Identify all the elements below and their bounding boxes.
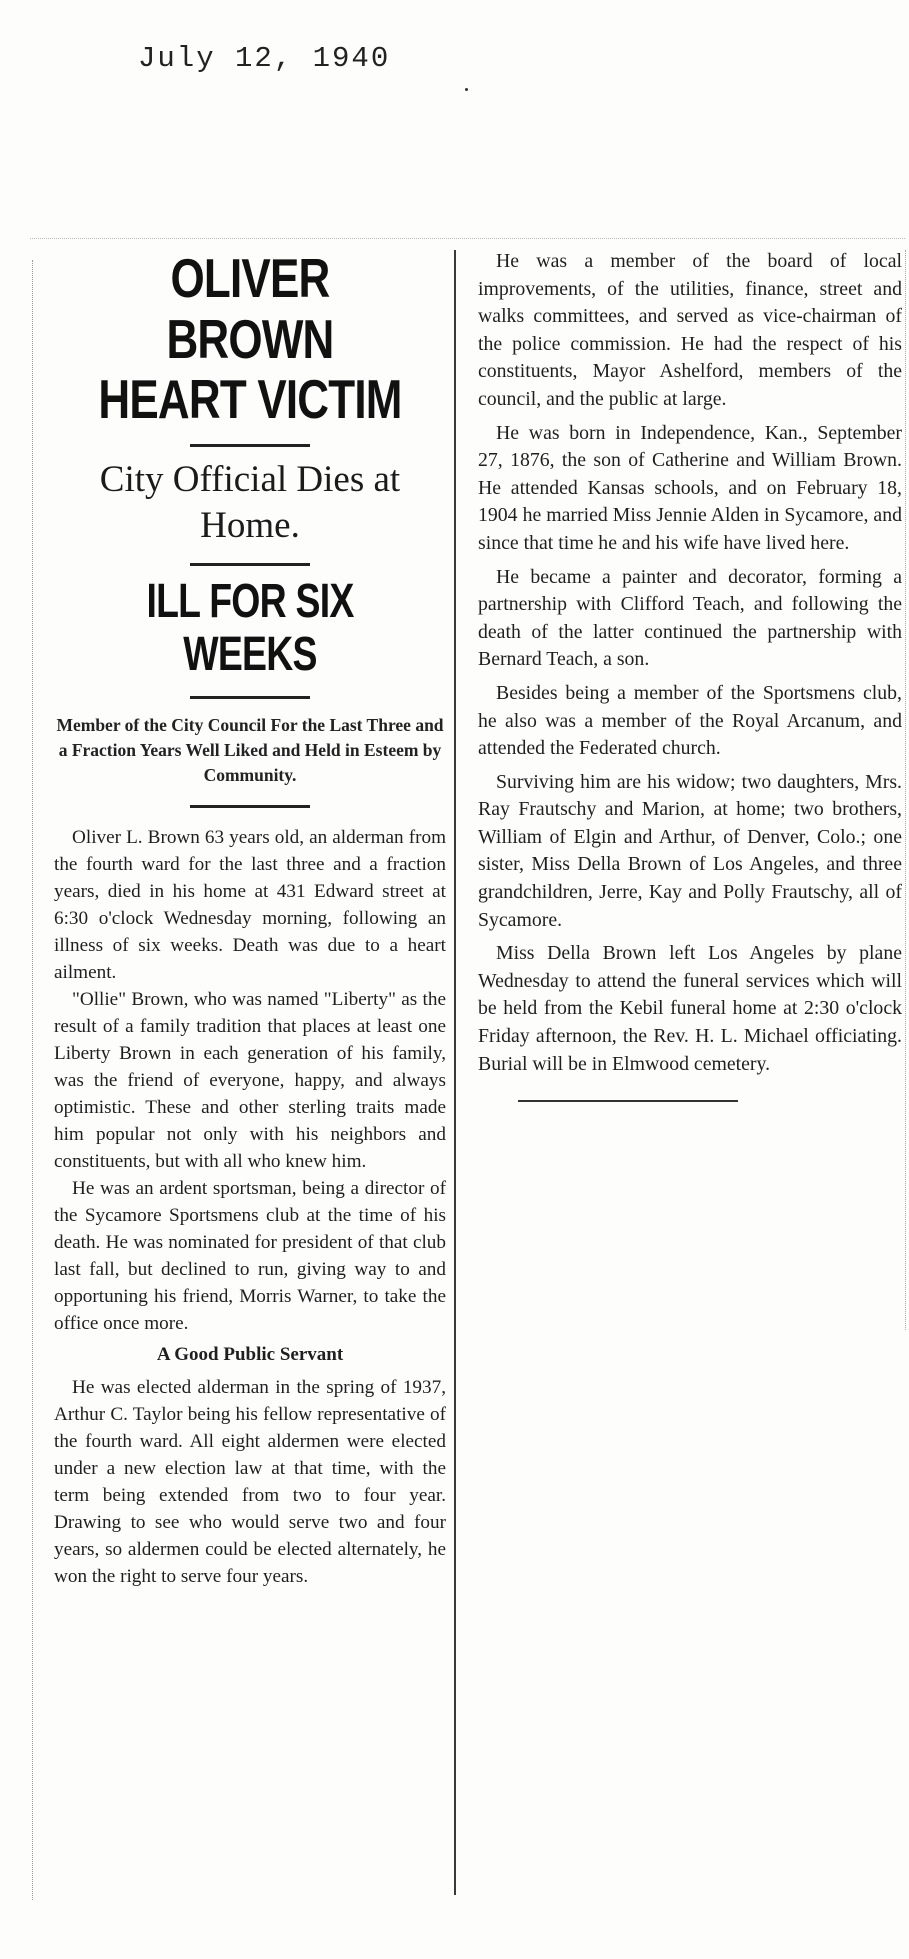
headline-line-3: ILL FOR SIX WEEKS [146, 575, 354, 681]
paragraph: He became a painter and decorator, forming a partnership with Clifford Teach, and following the death of the latter continued the partnership with Bernard Teach, a son. [478, 565, 902, 671]
column-divider [454, 250, 456, 1895]
paragraph: He was born in Independence, Kan., September 27, 1876, the son of Catherine and William Brown. He attended Kansas schools, and on February 18, 1904 he married Miss Jennie Alden in Sycamore, and since that time he and his wife have lived here. [478, 421, 902, 554]
body-separator [190, 805, 310, 808]
subhead-separator [190, 696, 310, 699]
article-body-right [478, 248, 902, 1078]
headline-separator [190, 444, 310, 447]
paragraph: Miss Della Brown left Los Angeles by plane Wednesday to attend the funeral services which will be held from the Kebil funeral home at 2:30 o'clock Friday afternoon, the Rev. H. L. Michael officiating. Burial will be in Elmwood cemetery. [478, 942, 902, 1075]
paragraph: He was an ardent sportsman, being a director of the Sycamore Sportsmens club at the time of his death. He was nominated for president of that club last fall, but declined to run, giving way to and opportuning his friend, Morris Warner, to take the office once more. [54, 1177, 446, 1334]
paragraph: He was elected alderman in the spring of 1937, Arthur C. Taylor being his fellow representative of the fourth ward. All eight aldermen were elected under a new election law at that time, with the term being extended from two to four year. Drawing to see who would serve two and four years, so aldermen could be elected alternately, he won the right to serve four years. [54, 1376, 446, 1587]
right-column [478, 248, 902, 1102]
left-column [54, 248, 446, 1590]
paragraph: Besides being a member of the Sportsmens club, he also was a member of the Royal Arcanum, and attended the Federated church. [478, 681, 902, 760]
section-subhead: A Good Public Servant [156, 1343, 344, 1365]
article-end-rule [518, 1100, 738, 1102]
clipping-top-edge [30, 238, 905, 239]
clipping-left-edge [32, 260, 33, 1900]
clipping-right-edge [905, 250, 906, 1330]
headline-deck: City Official Dies at Home. [99, 458, 401, 546]
headline-line-1: OLIVER BROWN [166, 247, 334, 370]
headline-line-2: HEART VICTIM [98, 368, 402, 430]
paragraph: Surviving him are his widow; two daughters, Mrs. Ray Frautschy and Marion, at home; two brothers, William of Elgin and Arthur, of Denver, Colo.; one sister, Miss Della Brown of Los Angeles, and three grandchildren, Jerre, Kay and Polly Frautschy, all of Sycamore. [478, 770, 902, 931]
headline-subdeck: Member of the City Council For the Last Three and a Fraction Years Well Liked and Held in Esteem by Community. [56, 714, 444, 786]
paragraph: Oliver L. Brown 63 years old, an alderman from the fourth ward for the last three and a fraction years, died in his home at 431 Edward street at 6:30 o'clock Wednesday morning, following an illness of six weeks. Death was due to a heart ailment. [54, 826, 446, 983]
ink-speck [465, 88, 468, 91]
paragraph: He was a member of the board of local improvements, of the utilities, finance, street and walks committees, and served as vice-chairman of the police commission. He had the respect of his constituents, Mayor Ashelford, members of the council, and the public at large. [478, 250, 902, 410]
deck-separator [190, 563, 310, 566]
clipping-date: July 12, 1940 [138, 42, 391, 75]
paragraph: "Ollie" Brown, who was named "Liberty" as the result of a family tradition that places at least one Liberty Brown in each generation of his family, was the friend of everyone, happy, and always optimistic. These and other sterling traits made him popular not only with his neighbors and constituents, but with all who knew him. [54, 988, 446, 1172]
article-body-left [54, 824, 446, 1590]
